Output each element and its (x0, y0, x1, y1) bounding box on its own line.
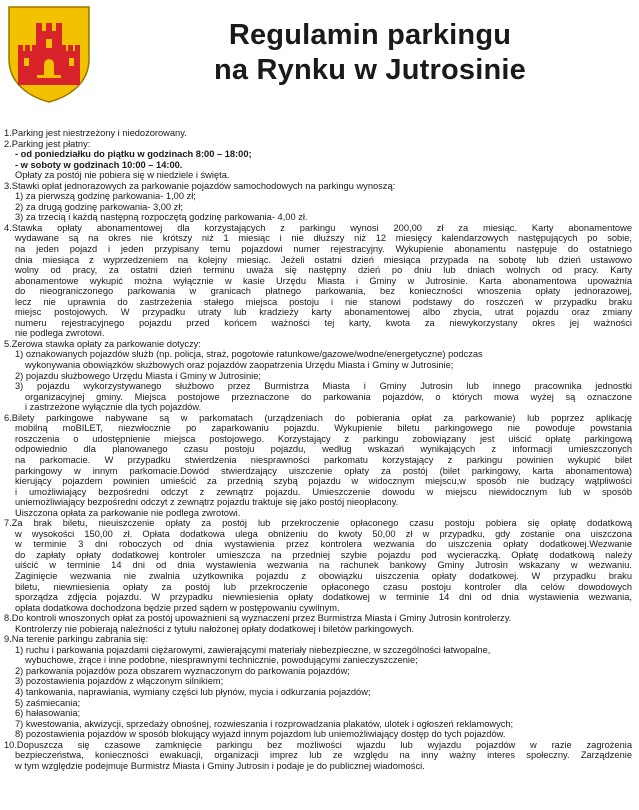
rule-7: 7.Za brak biletu, nieuiszczenie opłaty za postój lub przekroczenie opłaconego czasu postoju pobiera się opłatę dodatkową (4, 518, 632, 529)
rule-7-line: biletu, niewniesienia opłaty za postój lub przekroczenie opłaconego czasu postoju kontroler dla celów dowodowych (15, 581, 632, 592)
rate-hour-1: 1) za pierwszą godzinę parkowania- 1,00 zł; (15, 191, 196, 202)
regulations-text (4, 128, 632, 771)
rule-6-line: mobilną moBILET, niezwłocznie po zaparkowaniu pojazdu. Wykupienie biletu parkingowego nie powoduje powstania (15, 423, 632, 434)
rule-5-line: i zastrzeżone wyłącznie dla tych pojazdów. (25, 402, 202, 413)
rule-5-point: 1) oznakowanych pojazdów służb (np. policja, straż, pogotowie ratunkowe/gazowe/wodne/energetyczne) podczas (15, 349, 483, 360)
rule-4-line: miejsc postojowych. W przypadku utraty lub kradzieży karty abonamentowej albo zbycia, utrat pojazdu oraz zmiany (15, 307, 632, 318)
rule-9-point: 3) pozostawienia pojazdów z włączonym silnikiem; (15, 676, 224, 687)
rule-7-line: uiścić w terminie 14 dni od dnia wystawienia wezwania na rachunek bankowy Gminy Jutrosin wskazany w wezwaniu. (15, 560, 632, 571)
rule-9-point: 1) ruchu i parkowania pojazdami ciężarowymi, zawierającymi materiały niebezpieczne, w szczególności łatwopalne, (15, 644, 491, 655)
rule-9-line: wybuchowe, żrące i inne podobne, niesprawnymi technicznie, powodującymi zanieczyszczenie; (25, 655, 418, 666)
rule-7-line: Zaginięcie wezwania nie zwalnia użytkownika pojazdu z obowiązku uiszczenia opłaty dodatkowej. W przypadku braku (15, 570, 632, 581)
rule-6-line: Uiszczona opłata za parkowanie nie podlega zwrotowi. (15, 507, 241, 518)
rule-1: 1.Parking jest niestrzeżony i niedozorowany. (4, 128, 187, 138)
rule-4-line: wydawane są na okres nie krótszy niż 1 miesiąc i nie dłuższy niż 12 miesięcy kalendarzowych następujących po sobie, (15, 233, 632, 244)
rule-9-point: 6) hałasowania; (15, 708, 81, 719)
rule-7-line: w wysokości 150,00 zł. Opłata dodatkowa ulega obniżeniu do kwoty 50,00 zł w przypadku, gdy zostanie ona uiszczona (15, 528, 632, 539)
rule-2: 2.Parking jest płatny: (4, 138, 91, 149)
rule-7-line: sporządza zdjęcia pojazdu. W przypadku niewniesienia opłaty dodatkowej w terminie 14 dni od dnia wystawienia wezwania, (15, 592, 632, 603)
free-days-note: Opłaty za postój nie pobiera się w niedziele i święta. (15, 170, 230, 181)
rule-7-line: do zapłaty opłaty dodatkowej kontroler umieszcza na przedniej szybie pojazdu pod wycieraczką. Opłatę dodatkową należy (15, 549, 632, 560)
rule-4-line: do nieograniczonego parkowania w granicach płatnego parkowania, bez konieczności wnoszenia opłaty jednorazowej, (15, 286, 632, 297)
rule-3: 3.Stawki opłat jednorazowych za parkowanie pojazdów samochodowych na parkingu wynoszą: (4, 180, 396, 191)
hours-saturday: - w soboty w godzinach 10:00 – 14:00. (15, 159, 183, 170)
hours-weekdays: - od poniedziałku do piątku w godzinach 8:00 – 18:00; (15, 149, 252, 160)
rule-6: 6.Bilety parkingowe nabywane są w parkomatach (urządzeniach do pobierania opłat za parkowanie) lub poprzez aplikację (4, 412, 632, 423)
rule-6-line: roszczenia o udostępnienie miejsca postojowego. Korzystający z parkingu zobowiązany jest uiścić opłatę parkingową (15, 433, 632, 444)
rule-9: 9.Na terenie parkingu zabrania się: (4, 634, 149, 645)
rule-4-line: na jeden pojazd i jeden przypisany temu pojazdowi numer rejestracyjny. Wykupienie abonamentu następuje do ostatniego (15, 244, 632, 255)
rule-5-line: organizacyjnej gminy. Miejsca postojowe przeznaczone do parkowania pojazdów, o których mowa wyżej są oznaczone (25, 391, 632, 402)
rule-6-line: uniemożliwiający bezpośredni odczyt z zewnątrz pojazdu traktuje się jako postój nieopłacony. (15, 497, 399, 508)
rule-8-line: Kontrolerzy nie pobierają należności z tytułu nałożonej opłaty dodatkowej i biletów parkingowych. (15, 623, 414, 634)
rule-4-line: lecz nie uprawnia do zastrzeżenia stałego miejsca postoju i nie stanowi podstawy do roszczeń w przypadku braku (15, 296, 632, 307)
rule-6-line: na parkomacie. W przypadku stwierdzenia niesprawności parkomatu korzystający z parkingu powinien wykupić bilet (15, 454, 632, 465)
rule-6-line: parkingowy w innym parkomacie.Dowód stwierdzający uiszczenie opłaty za postój (bilet parkingowy, karta abonamentowa) (15, 465, 632, 476)
rule-9-point: 4) tankowania, naprawiania, wymiany części lub płynów, mycia i odkurzania pojazdów; (15, 686, 371, 697)
rule-9-point: 7) kwestowania, akwizycji, sprzedaży obnośnej, rozwieszania i rozprowadzania plakatów, ulotek i ogłoszeń reklamowych; (15, 718, 514, 729)
rule-8: 8.Do kontroli wnoszonych opłat za postój upoważnieni są wyznaczeni przez Burmistrza Miasta i Gminy Jutrosin kontrolerzy. (4, 613, 512, 624)
rule-7-line: w terminie 3 dni roboczych od dnia wystawienia przez kontrolera wezwania do uiszczenia opłaty dodatkowej.Wezwanie (15, 539, 632, 550)
title-line-2: na Rynku w Jutrosinie (214, 54, 526, 86)
rule-9-point: 2) parkowania pojazdów poza obszarem wyznaczonym do parkowania pojazdów; (15, 665, 350, 676)
rule-10-line: w tym względzie podejmuje Burmistrz Miasta i Gminy Jutrosin i podaje je do publicznej wiadomości. (15, 760, 425, 771)
rule-4-line: numeru rejestracyjnego pojazdu przed końcem ważności tej karty, kwota za niewykorzystany okres jej ważności (15, 317, 632, 328)
rule-10: 10.Dopuszcza się czasowe zamknięcie parkingu bez możliwości wjazdu lub wyjazdu pojazdów w razie zagrożenia (4, 739, 632, 750)
rule-5-point: 2) pojazdu służbowego Urzędu Miasta i Gminy w Jutrosinie; (15, 370, 261, 381)
rule-4-line: wolny od pracy, za ostatni dzień terminu uważa się następny dzień po dniu lub dniach wolnych od pracy. Karty (15, 265, 632, 276)
rule-7-line: opłata dodatkowa dochodzona będzie przed sądem w postępowaniu cywilnym. (15, 602, 340, 613)
rule-4: 4.Stawka opłaty abonamentowej dla korzystających z parkingu wynosi 200,00 zł za miesiąc. Karty abonamentowe (4, 222, 632, 233)
rule-6-line: i umożliwiający bezpośredni odczyt z zewnątrz pojazdu. Umieszczenie dowodu w miejscu niewidocznym lub w sposób (15, 486, 632, 497)
rule-4-line: dnia miesiąca z wyprzedzeniem na kolejny miesiąc. Jeżeli ostatni dzień miesiąca przypada na sobotę lub dzień ustawowo (15, 254, 632, 265)
rule-4-line: nie podlega zwrotowi. (15, 328, 105, 339)
rule-6-line: kierujący pojazdem powinien umieścić za przednią szybą pojazdu w widocznym miejscu,w sposób nie budzący wątpliwości (15, 476, 632, 487)
rule-5-point: 3) pojazdu wykorzystywanego służbowo przez Burmistrza Miasta i Gminy Jutrosin lub innego pracownika jednostki (15, 381, 632, 392)
rule-6-line: odpowiednio dla planowanego czasu postoju pojazdu, według wskazań wynikających z informacji umieszczonych (15, 444, 632, 455)
rule-5: 5.Zerowa stawka opłaty za parkowanie dotyczy: (4, 338, 201, 349)
coat-of-arms-icon (6, 4, 92, 104)
page-title (110, 18, 630, 88)
rule-9-point: 5) zaśmiecania; (15, 697, 81, 708)
rate-hour-2: 2) za drugą godzinę parkowania- 3,00 zł; (15, 201, 183, 212)
rule-10-line: bezpieczeństwa, konieczności ewakuacji, organizacji imprez lub ze względu na inny ważny interes społeczny. Zarządzenie (15, 750, 632, 761)
title-line-1: Regulamin parkingu (228, 19, 512, 51)
rate-hour-3: 3) za trzecią i każdą następną rozpoczętą godzinę parkowania- 4,00 zł. (15, 212, 308, 223)
rule-4-line: abonamentowe wykupić można wyłącznie w kasie Urzędu Miasta i Gminy w Jutrosinie. Karta abonamentowa upoważnia (15, 275, 632, 286)
rule-9-point: 8) pozostawienia pojazdów w sposób blokujący wyjazd innym pojazdom lub uniemożliwiający dostęp do tych pojazdów. (15, 729, 506, 740)
rule-5-line: wykonywania obowiązków służbowych oraz pojazdów zaopatrzenia Urzędu Miasta i Gminy w Jutrosinie; (25, 360, 454, 371)
